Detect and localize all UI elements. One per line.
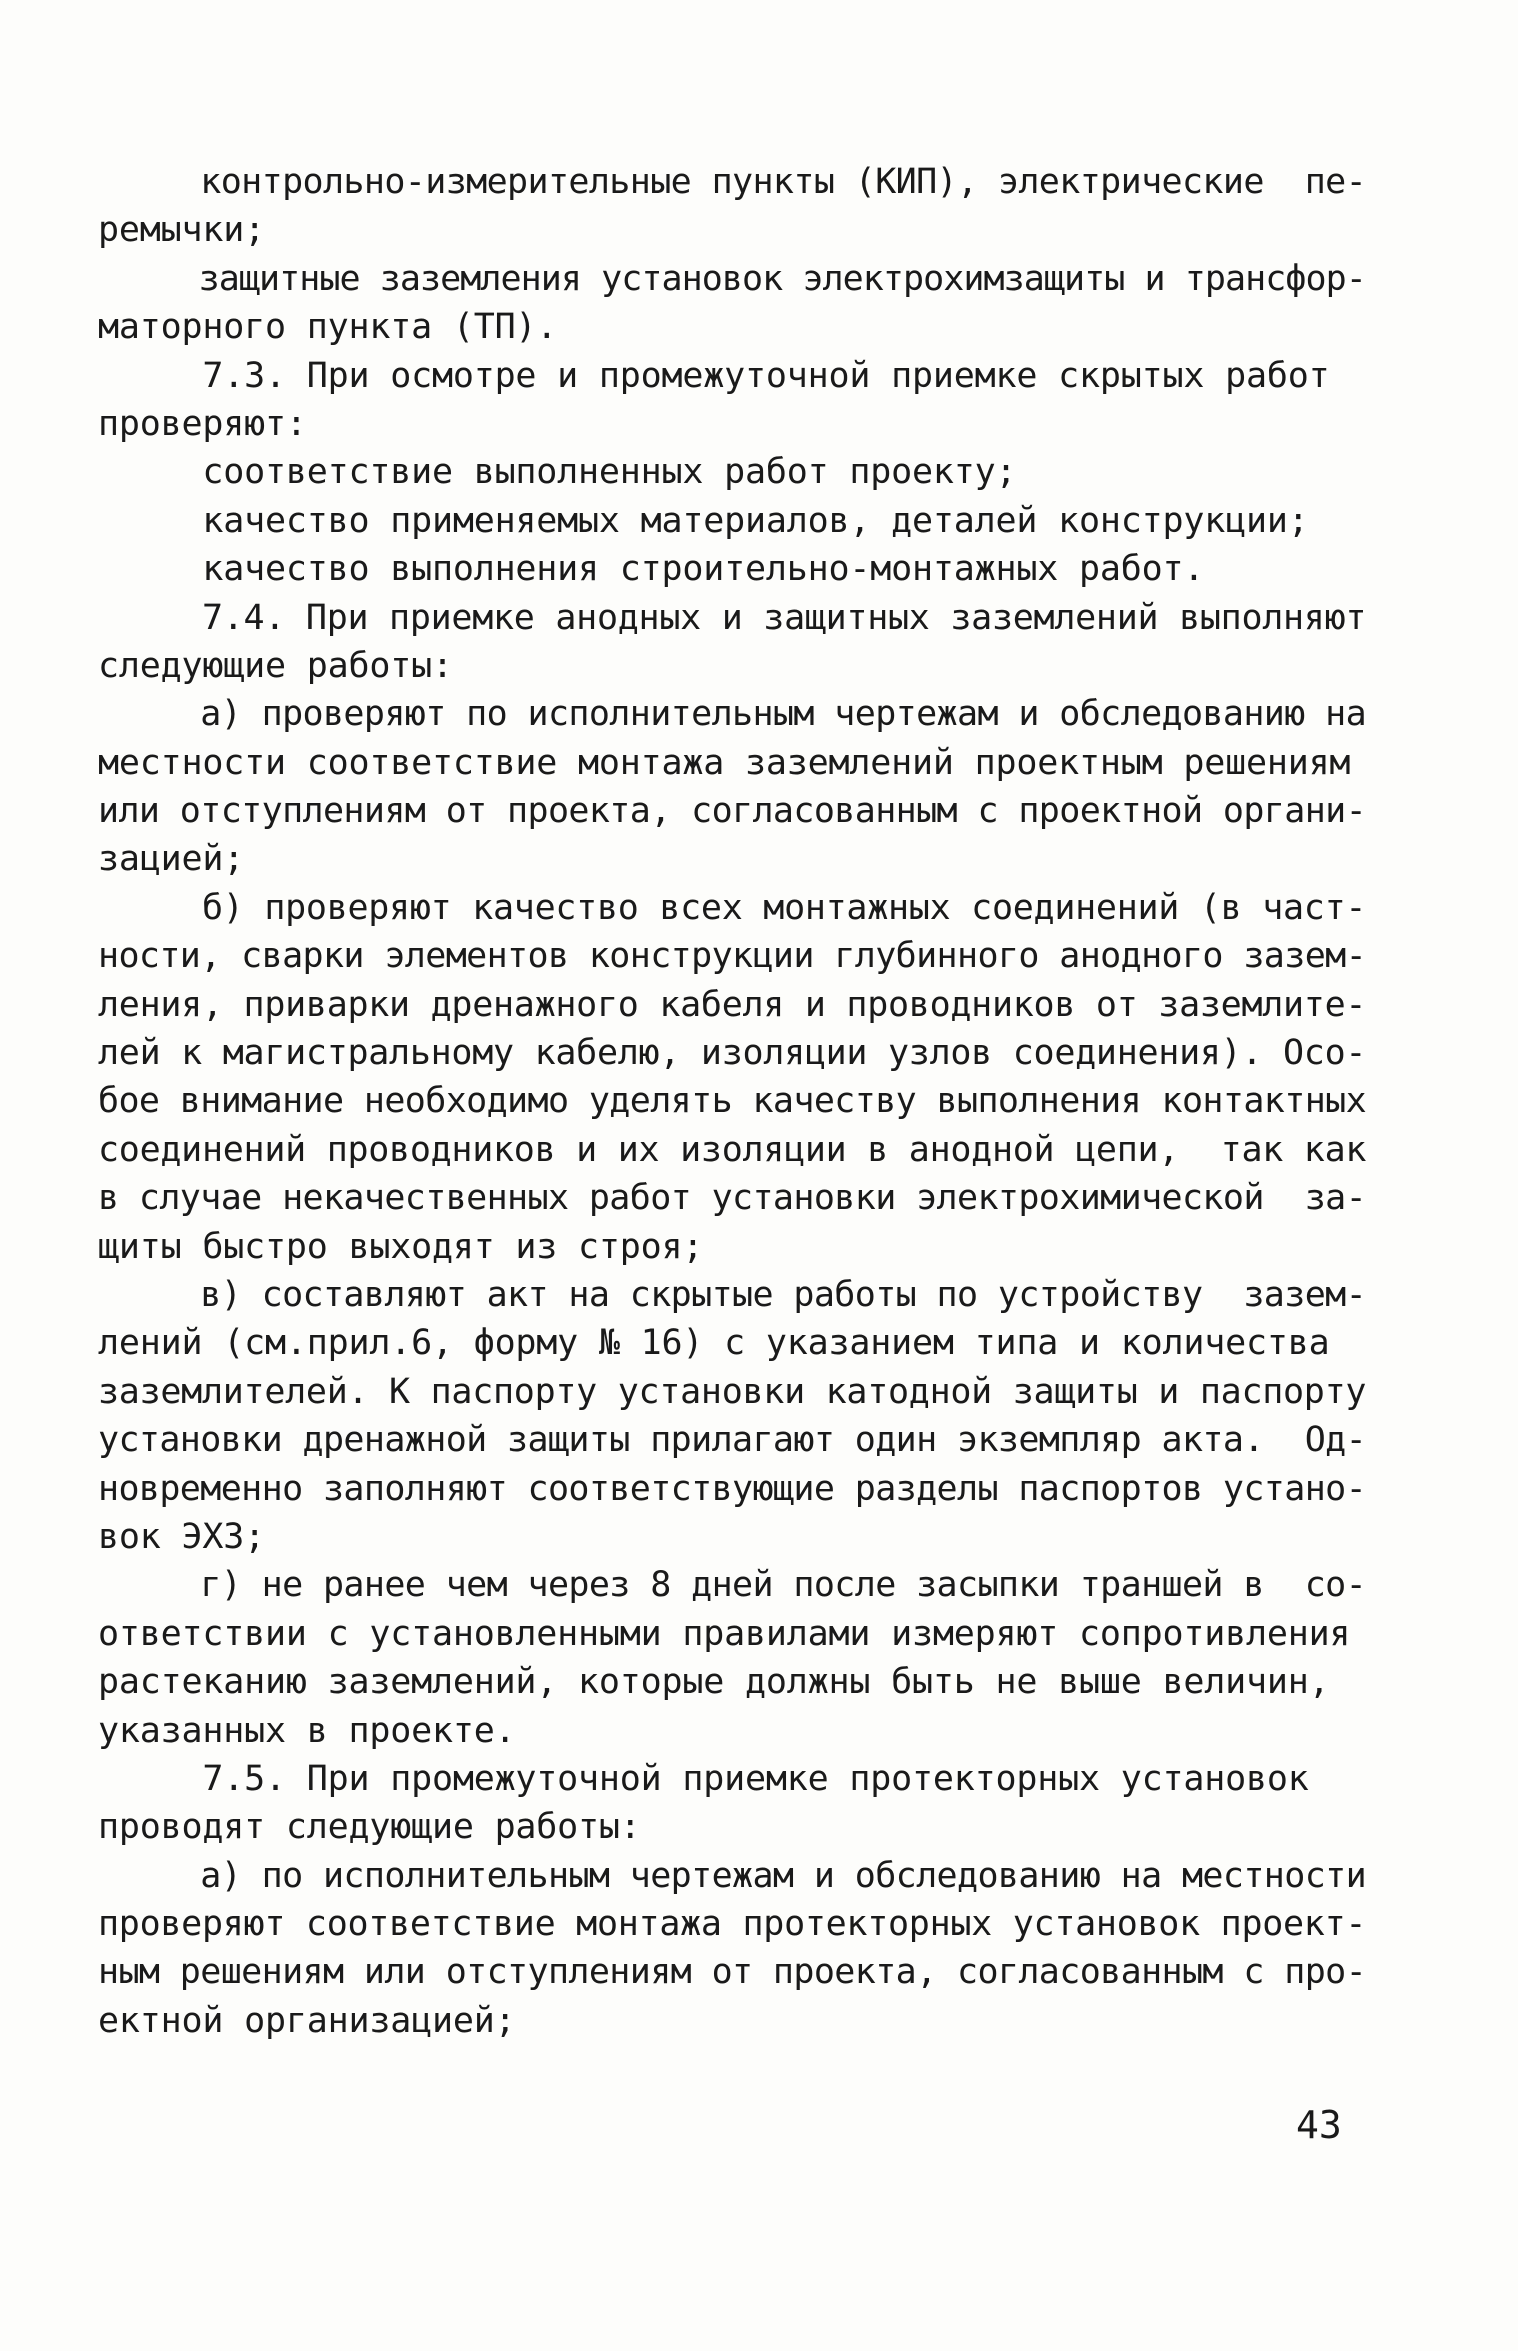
text-line: проверяют соответствие монтажа протекторных установок проект- (98, 1904, 1367, 1945)
text-line: указанных в проекте. (98, 1710, 516, 1751)
text-line: ответствии с установленными правилами измеряют сопротивления (98, 1613, 1351, 1654)
text-line: б) проверяют качество всех монтажных соединений (в част- (98, 887, 1367, 928)
text-line: следующие работы: (98, 645, 453, 686)
text-line: качество выполнения строительно-монтажных работ. (98, 549, 1205, 590)
text-line: ным решениям или отступлениям от проекта, согласованным с про- (98, 1952, 1367, 1993)
text-line: г) не ранее чем через 8 дней после засыпки траншей в со- (98, 1565, 1367, 1606)
text-line: зацией; (98, 839, 245, 880)
text-line: лей к магистральному кабелю, изоляции узлов соединения). Осо- (98, 1033, 1367, 1074)
text-line: вок ЭХЗ; (98, 1516, 265, 1557)
text-line: проводят следующие работы: (98, 1807, 641, 1848)
text-line: а) проверяют по исполнительным чертежам и обследованию на (98, 694, 1367, 735)
text-line: щиты быстро выходят из строя; (98, 1226, 704, 1267)
text-line: проверяют: (98, 403, 307, 444)
text-line: местности соответствие монтажа заземлений проектным решениям (98, 742, 1351, 783)
text-line: в случае некачественных работ установки электрохимической за- (98, 1178, 1367, 1219)
text-line: а) по исполнительным чертежам и обследованию на местности (98, 1855, 1367, 1896)
text-line: качество применяемых материалов, деталей конструкции; (98, 500, 1309, 541)
page-number: 43 (1296, 2103, 1342, 2147)
body-text (98, 158, 1366, 2045)
text-line: маторного пункта (ТП). (98, 307, 558, 348)
text-line: в) составляют акт на скрытые работы по устройству зазем- (98, 1274, 1367, 1315)
text-line: 7.4. При приемке анодных и защитных заземлений выполняют (98, 597, 1367, 638)
text-line: новременно заполняют соответствующие разделы паспортов устано- (98, 1468, 1367, 1509)
text-line: заземлителей. К паспорту установки катодной защиты и паспорту (98, 1371, 1367, 1412)
text-line: соединений проводников и их изоляции в анодной цепи, так как (98, 1129, 1367, 1170)
text-line: 7.3. При осмотре и промежуточной приемке скрытых работ (98, 355, 1330, 396)
text-line: 7.5. При промежуточной приемке протекторных установок (98, 1758, 1309, 1799)
text-line: ектной организацией; (98, 2000, 516, 2041)
text-line: контрольно-измерительные пункты (КИП), электрические пе- (98, 162, 1367, 202)
text-line: ремычки; (98, 210, 265, 251)
text-line: соответствие выполненных работ проекту; (98, 452, 1017, 493)
text-line: установки дренажной защиты прилагают один экземпляр акта. Од- (98, 1420, 1367, 1461)
text-line: ности, сварки элементов конструкции глубинного анодного зазем- (98, 936, 1367, 977)
text-line: или отступлениям от проекта, согласованным с проектной органи- (98, 791, 1367, 832)
text-line: лений (см.прил.6, форму № 16) с указанием типа и количества (98, 1323, 1330, 1364)
text-line: бое внимание необходимо уделять качеству выполнения контактных (98, 1081, 1367, 1122)
text-line: защитные заземления установок электрохимзащиты и трансфор- (98, 258, 1366, 299)
text-line: растеканию заземлений, которые должны быть не выше величин, (98, 1662, 1330, 1703)
text-line: ления, приварки дренажного кабеля и проводников от заземлите- (98, 984, 1367, 1025)
